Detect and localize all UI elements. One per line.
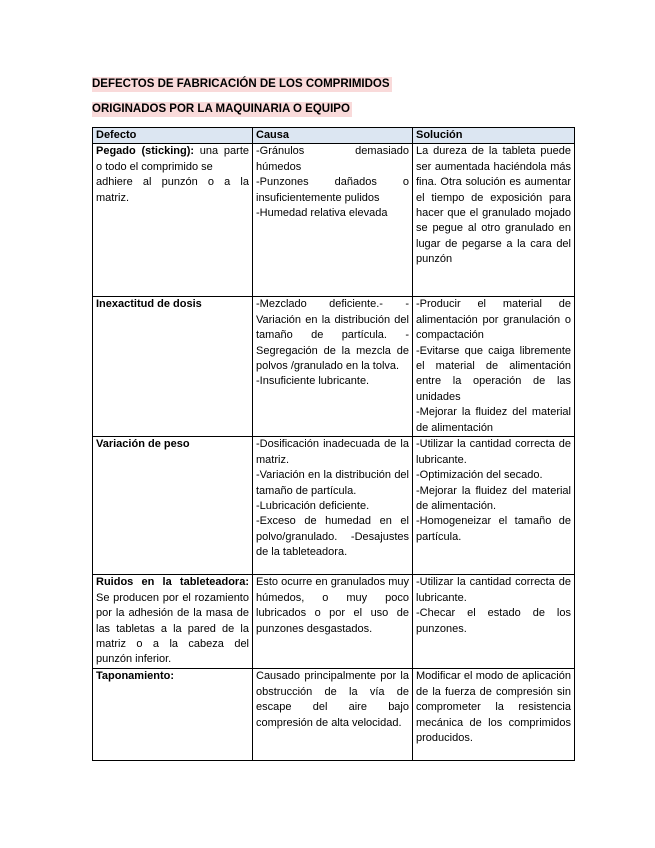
table-row — [93, 144, 575, 297]
defect-title: Pegado (sticking): — [96, 145, 195, 158]
defect-cell — [93, 144, 253, 297]
defect-description: una parte o todo el comprimido se adhiere al punzón o a la matriz. — [96, 145, 249, 204]
cause-text: -Gránulos demasiado húmedos -Punzones dañados o insuficientemente pulidos -Humedad relativa elevada — [256, 145, 409, 220]
defect-title: Variación de peso — [96, 438, 190, 451]
defect-description: Se producen por el rozamiento por la adhesión de la masa de las tabletas a la pared de la matriz o a la cabeza del punzón inferior. — [96, 591, 249, 666]
table-row — [93, 575, 575, 669]
defects-table — [92, 127, 575, 761]
solution-cell — [413, 297, 575, 437]
header-causa: Causa — [253, 128, 413, 144]
defect-cell — [93, 437, 253, 575]
table-row — [93, 297, 575, 437]
solution-text: Modificar el modo de aplicación de la fuerza de compresión sin comprometer la resistencia mecánica de los comprimidos producidos. — [416, 670, 571, 745]
cause-cell — [253, 669, 413, 761]
solution-text: La dureza de la tableta puede ser aumentada haciéndola más fina. Otra solución es aumentar el tiempo de exposición para hacer que el granulado mojado se pegue al otro granulado en lugar de pegarse a la cara del punzón — [416, 145, 571, 266]
cause-text: Esto ocurre en granulados muy húmedos, o muy poco lubricados o por el uso de punzones desgastados. — [256, 576, 409, 635]
defect-title: Taponamiento: — [96, 670, 175, 683]
cause-cell — [253, 297, 413, 437]
solution-text: -Utilizar la cantidad correcta de lubricante. -Optimización del secado. -Mejorar la fluidez del material de alimentación. -Homogeneizar el tamaño de partícula. — [416, 438, 571, 543]
defect-title: Inexactitud de dosis — [96, 298, 202, 311]
defect-cell — [93, 297, 253, 437]
solution-cell — [413, 575, 575, 669]
document-subtitle: ORIGINADOS POR LA MAQUINARIA O EQUIPO — [92, 103, 350, 115]
defect-cell — [93, 669, 253, 761]
solution-text: -Producir el material de alimentación por granulación o compactación -Evitarse que caiga libremente el material de alimentación entre la operación de las unidades -Mejorar la fluidez del material de alimentación — [416, 298, 571, 434]
table-header-row — [93, 128, 575, 144]
header-defecto: Defecto — [93, 128, 253, 144]
header-solucion: Solución — [413, 128, 575, 144]
cause-text: -Dosificación inadecuada de la matriz. -Variación en la distribución del tamaño de partícula. -Lubricación deficiente. -Exceso de humedad en el polvo/granulado. -Desajustes de la tableteadora. — [256, 438, 409, 559]
cause-cell — [253, 575, 413, 669]
defect-title: Ruidos en la tableteadora: — [96, 576, 249, 589]
cause-cell — [253, 437, 413, 575]
solution-cell — [413, 144, 575, 297]
document-title: DEFECTOS DE FABRICACIÓN DE LOS COMPRIMIDOS — [92, 78, 390, 90]
cause-text: -Mezclado deficiente.- -Variación en la distribución del tamaño de partícula. -Segregación de la mezcla de polvos /granulado en la tolva. -Insuficiente lubricante. — [256, 298, 409, 388]
defect-cell — [93, 575, 253, 669]
cause-cell — [253, 144, 413, 297]
cause-text: Causado principalmente por la obstrucción de la vía de escape del aire bajo compresión de alta velocidad. — [256, 670, 409, 729]
solution-cell — [413, 437, 575, 575]
table-row — [93, 437, 575, 575]
solution-text: -Utilizar la cantidad correcta de lubricante. -Checar el estado de los punzones. — [416, 576, 571, 635]
solution-cell — [413, 669, 575, 761]
table-row — [93, 669, 575, 761]
